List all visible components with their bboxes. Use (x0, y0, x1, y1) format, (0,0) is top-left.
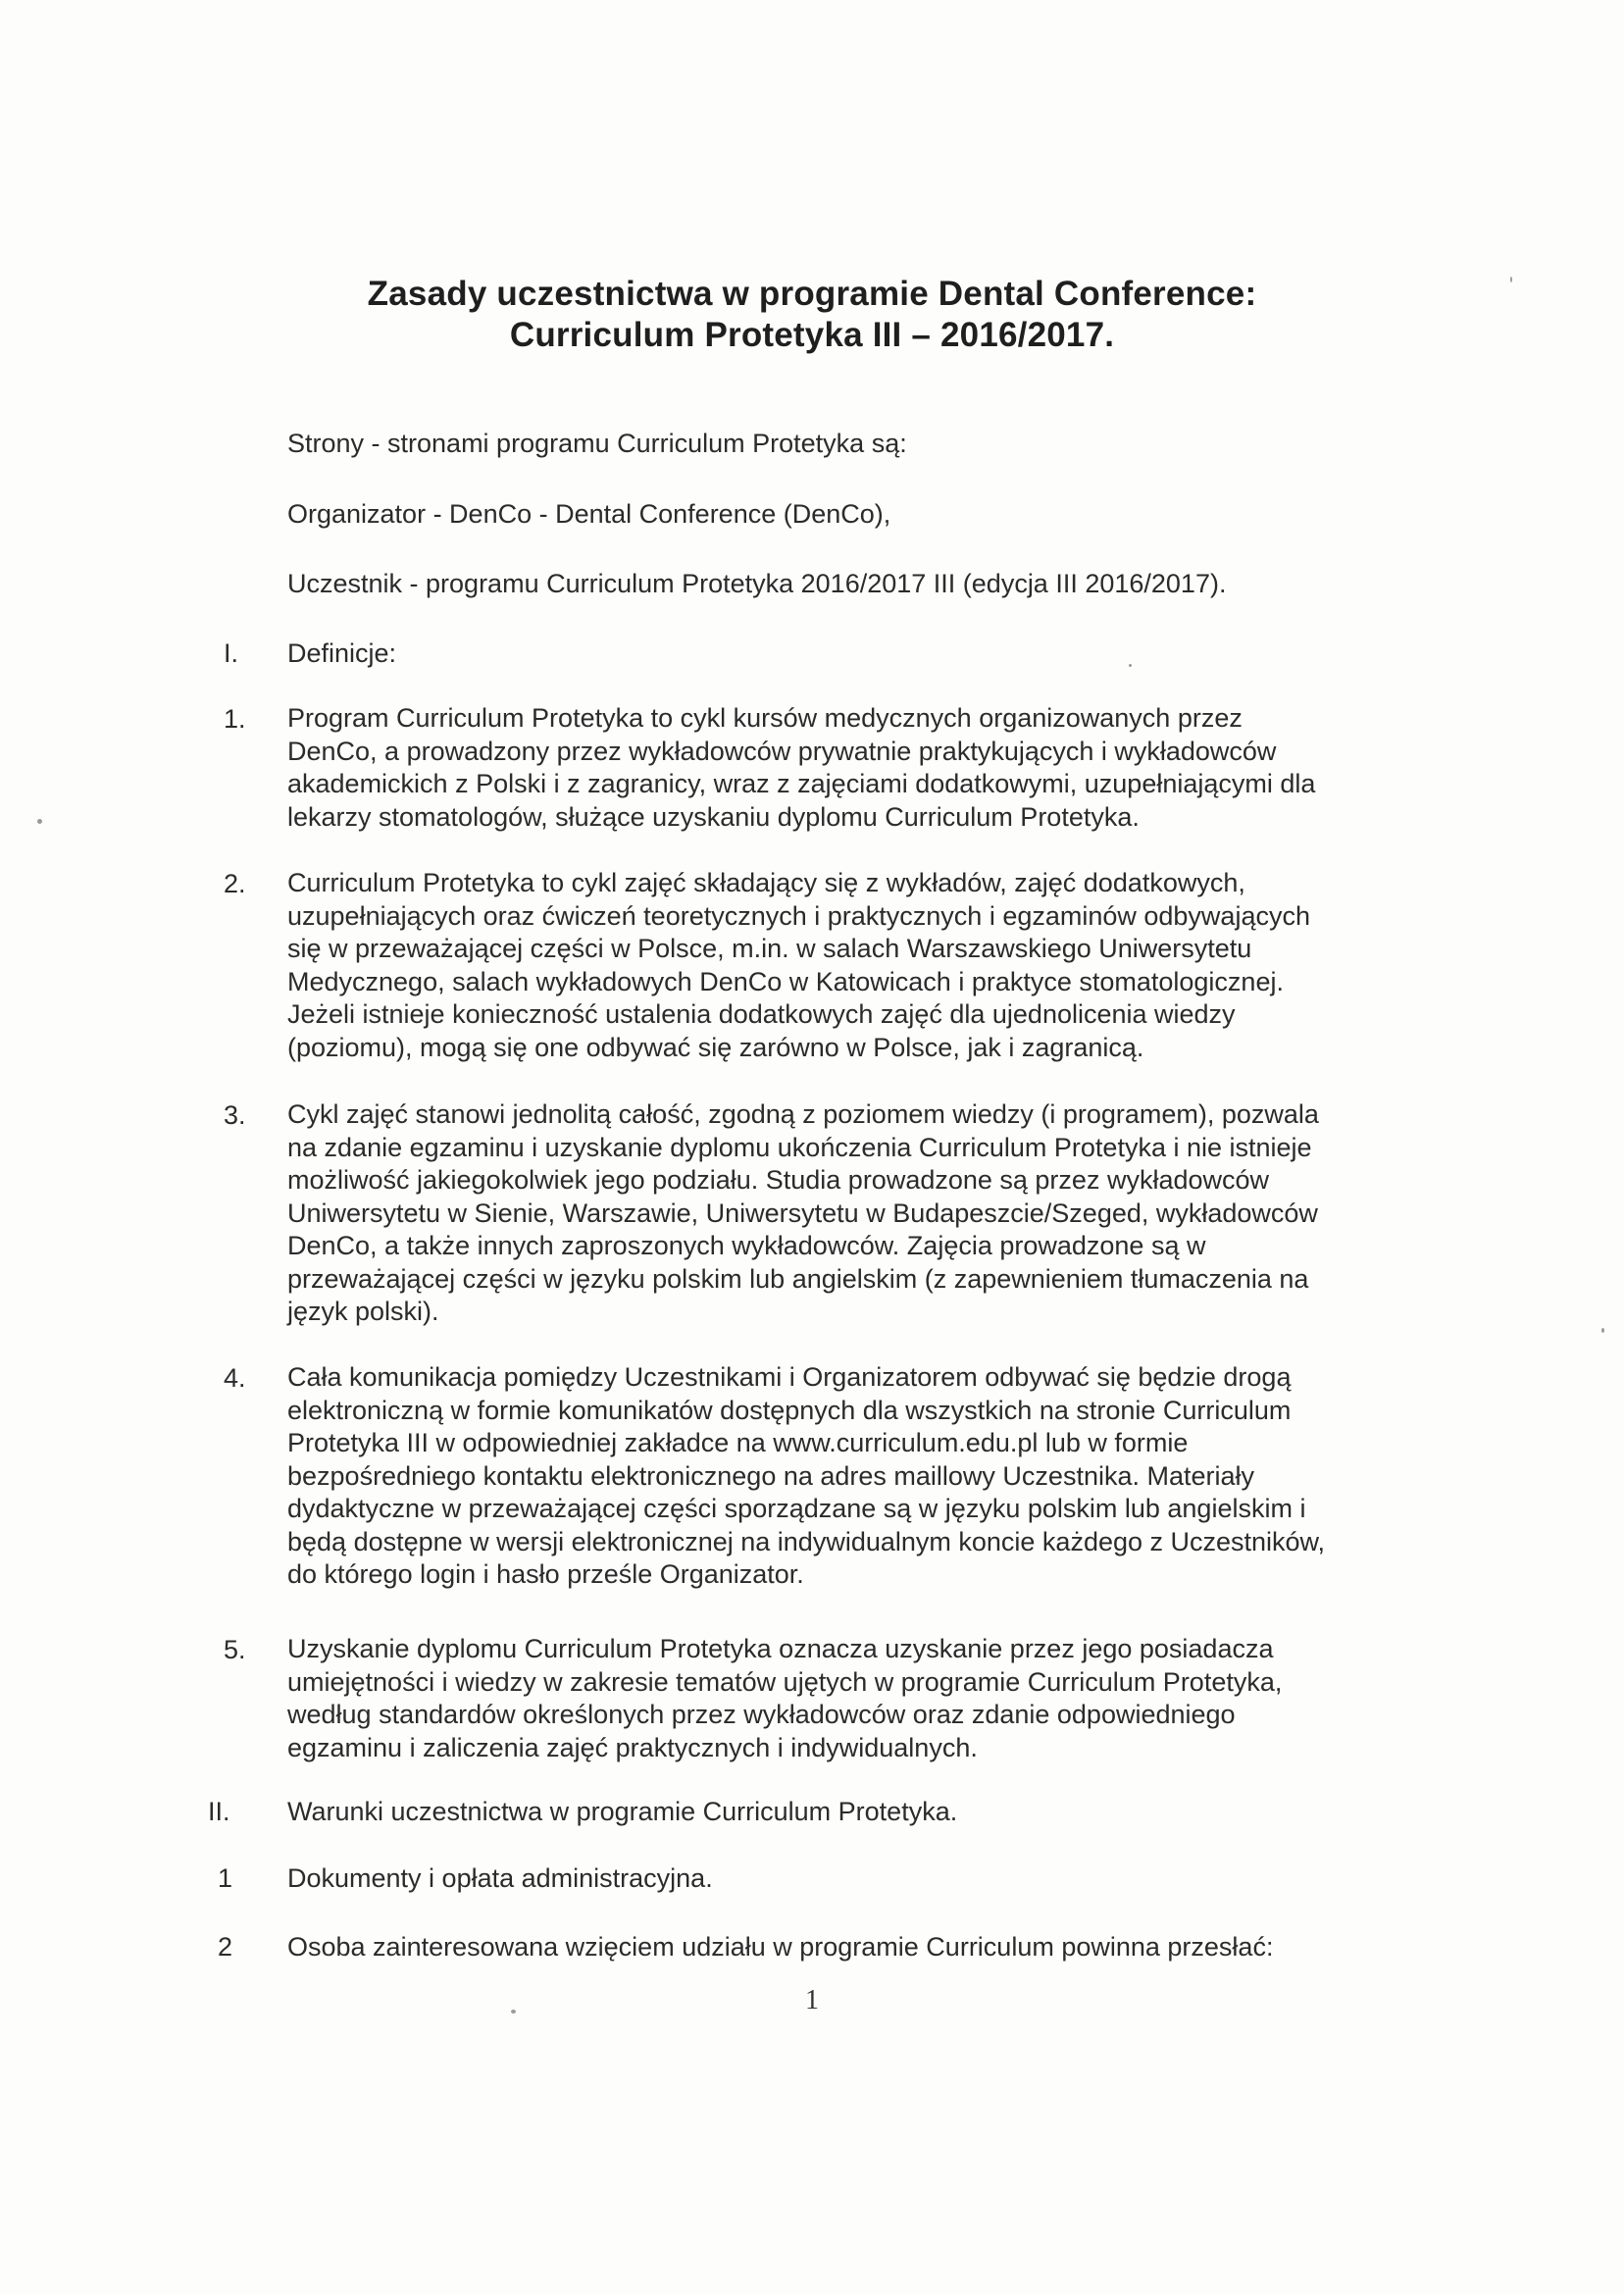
section-2-marker: II. (208, 1797, 230, 1826)
paragraph-line: przeważającej części w języku polskim lub angielskim (z zapewnieniem tłumaczenia na (287, 1263, 1309, 1294)
document-title-line-1: Zasady uczestnictwa w programie Dental Conference: (367, 275, 1257, 313)
page-number: 1 (805, 1985, 819, 2015)
intro-strony: Strony - stronami programu Curriculum Protetyka są: (287, 429, 907, 458)
section-1-heading: Definicje: (287, 638, 397, 668)
paragraph-line: Uniwersytetu w Sienie, Warszawie, Uniwersytetu w Budapeszcie/Szeged, wykładowców (287, 1198, 1318, 1228)
scan-speck (37, 819, 42, 824)
intro-uczestnik: Uczestnik - programu Curriculum Protetyka 2016/2017 III (edycja III 2016/2017). (287, 569, 1227, 598)
paragraph-line: akademickich z Polski i z zagranicy, wraz z zajęciami dodatkowymi, uzupełniającymi dla (287, 769, 1316, 798)
paragraph-line: Medycznego, salach wykładowych DenCo w Katowicach i praktyce stomatologicznej. (287, 966, 1284, 996)
paragraph-line: Curriculum Protetyka to cykl zajęć składający się z wykładów, zajęć dodatkowych, (287, 868, 1245, 897)
paragraph-line: DenCo, a także innych zaproszonych wykładowców. Zajęcia prowadzone są w (287, 1231, 1206, 1260)
subitem-1-marker: 1 (218, 1863, 233, 1893)
paragraph-line: umiejętności i wiedzy w zakresie tematów ujętych w programie Curriculum Protetyka, (287, 1666, 1283, 1697)
scan-speck (511, 2010, 516, 2014)
paragraph-line: elektroniczną w formie komunikatów dostępnych dla wszystkich na stronie Curriculum (287, 1395, 1292, 1425)
section-2-heading: Warunki uczestnictwa w programie Curriculum Protetyka. (287, 1797, 958, 1826)
subitem-1-text: Dokumenty i opłata administracyjna. (287, 1863, 713, 1893)
item-3-marker: 3. (224, 1100, 246, 1130)
paragraph-line: dydaktyczne w przeważającej części sporządzane są w języku polskim lub angielskim i (287, 1494, 1306, 1523)
item-2-paragraph (287, 867, 1396, 1064)
item-3-paragraph (287, 1098, 1396, 1329)
paragraph-line: na zdanie egzaminu i uzyskanie dyplomu ukończenia Curriculum Protetyka i nie istnieje (287, 1132, 1312, 1162)
paragraph-line: bezpośredniego kontaktu elektronicznego na adres maillowy Uczestnika. Materiały (287, 1460, 1255, 1491)
paragraph-line: DenCo, a prowadzony przez wykładowców prywatnie praktykujących i wykładowców (287, 736, 1277, 766)
scan-speck (1601, 1328, 1604, 1333)
paragraph-line: uzupełniających oraz ćwiczeń teoretycznych i praktycznych i egzaminów odbywających (287, 900, 1310, 931)
paragraph-line: się w przeważającej części w Polsce, m.in. w salach Warszawskiego Uniwersytetu (287, 934, 1252, 963)
paragraph-line: Uzyskanie dyplomu Curriculum Protetyka oznacza uzyskanie przez jego posiadacza (287, 1634, 1274, 1663)
paragraph-line: według standardów określonych przez wykładowców oraz zdanie odpowiedniego (287, 1700, 1236, 1729)
paragraph-line: Program Curriculum Protetyka to cykl kursów medycznych organizowanych przez (287, 703, 1243, 733)
item-1-marker: 1. (224, 704, 246, 734)
item-5-paragraph (287, 1633, 1396, 1764)
item-5-marker: 5. (224, 1635, 246, 1664)
paragraph-line: do którego login i hasło prześle Organizator. (287, 1559, 804, 1589)
item-2-marker: 2. (224, 869, 246, 898)
scan-speck (1129, 664, 1132, 667)
item-4-paragraph (287, 1361, 1396, 1592)
paragraph-line: egzaminu i zaliczenia zajęć praktycznych i indywidualnych. (287, 1732, 978, 1762)
paragraph-line: język polski). (287, 1297, 439, 1326)
paragraph-line: Cała komunikacja pomiędzy Uczestnikami i Organizatorem odbywać się będzie drogą (287, 1362, 1292, 1392)
scan-speck (1510, 277, 1512, 282)
paragraph-line: (poziomu), mogą się one odbywać się zarówno w Polsce, jak i zagranicą. (287, 1032, 1144, 1062)
paragraph-line: lekarzy stomatologów, służące uzyskaniu dyplomu Curriculum Protetyka. (287, 801, 1140, 832)
section-1-marker: I. (224, 638, 239, 668)
paragraph-line: Jeżeli istnieje konieczność ustalenia dodatkowych zajęć dla ujednolicenia wiedzy (287, 999, 1236, 1029)
paragraph-line: Protetyka III w odpowiedniej zakładce na www.curriculum.edu.pl lub w formie (287, 1428, 1189, 1457)
item-4-marker: 4. (224, 1363, 246, 1393)
subitem-2-text: Osoba zainteresowana wzięciem udziału w programie Curriculum powinna przesłać: (287, 1932, 1274, 1962)
item-1-paragraph (287, 702, 1396, 834)
paragraph-line: będą dostępne w wersji elektronicznej na indywidualnym koncie każdego z Uczestników, (287, 1526, 1326, 1556)
intro-organizator: Organizator - DenCo - Dental Conference (DenCo), (287, 499, 891, 529)
paragraph-line: możliwość jakiegokolwiek jego podziału. Studia prowadzone są przez wykładowców (287, 1165, 1270, 1195)
paragraph-line: Cykl zajęć stanowi jednolitą całość, zgodną z poziomem wiedzy (i programem), pozwala (287, 1099, 1319, 1129)
document-title-line-2: Curriculum Protetyka III – 2016/2017. (509, 316, 1115, 354)
subitem-2-marker: 2 (218, 1932, 233, 1962)
